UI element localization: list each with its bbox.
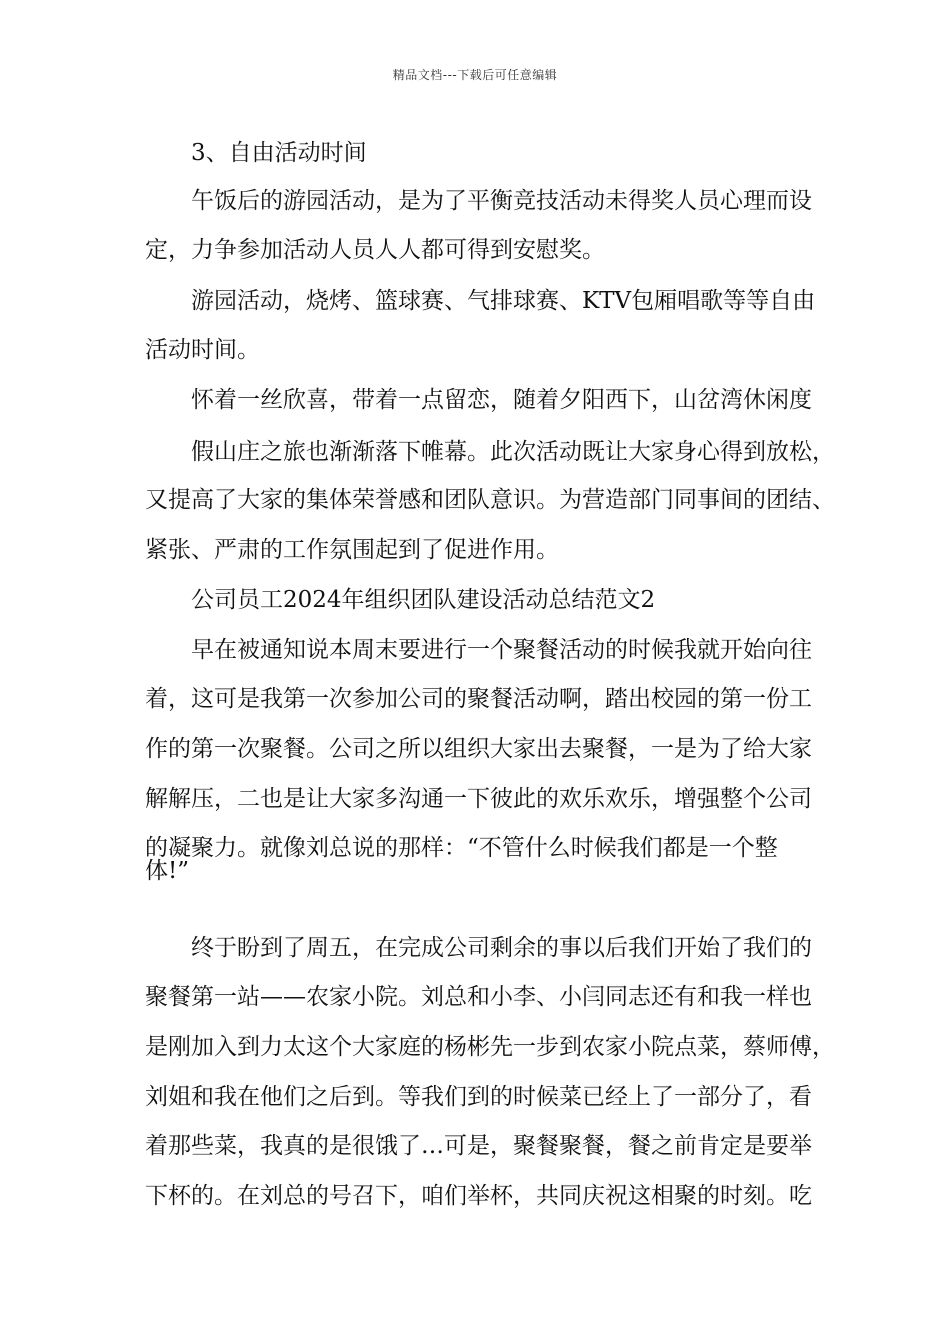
page-header: 精品文档---下载后可任意编辑 xyxy=(392,68,558,82)
paragraph-line: 定，力争参加活动人员人人都可得到安慰奖。 xyxy=(145,237,605,263)
section-title: 公司员工2024年组织团队建设活动总结范文2 xyxy=(191,587,656,613)
paragraph-line: 游园活动，烧烤、篮球赛、气排球赛、KTV包厢唱歌等等自由 xyxy=(191,288,816,314)
paragraph-line: 的凝聚力。就像刘总说的那样：“不管什么时候我们都是一个整 xyxy=(145,835,778,861)
paragraph-line: 体!” xyxy=(145,858,190,884)
paragraph-line: 是刚加入到力太这个大家庭的杨彬先一步到农家小院点菜，蔡师傅， xyxy=(145,1034,835,1060)
section-heading: 3、自由活动时间 xyxy=(191,140,367,166)
paragraph-line: 着那些菜，我真的是很饿了…可是，聚餐聚餐，餐之前肯定是要举 xyxy=(145,1133,812,1159)
paragraph-line: 刘姐和我在他们之后到。等我们到的时候菜已经上了一部分了，看 xyxy=(145,1084,812,1110)
paragraph-line: 终于盼到了周五，在完成公司剩余的事以后我们开始了我们的 xyxy=(191,935,812,961)
paragraph-line: 紧张、严肃的工作氛围起到了促进作用。 xyxy=(145,537,559,563)
paragraph-line: 午饭后的游园活动，是为了平衡竞技活动未得奖人员心理而设 xyxy=(191,188,812,214)
paragraph-line: 着，这可是我第一次参加公司的聚餐活动啊，踏出校园的第一份工 xyxy=(145,686,812,712)
paragraph-line: 活动时间。 xyxy=(145,337,260,363)
paragraph-line: 解解压，二也是让大家多沟通一下彼此的欢乐欢乐，增强整个公司 xyxy=(145,786,812,812)
paragraph-line: 又提高了大家的集体荣誉感和团队意识。为营造部门同事间的团结、 xyxy=(145,487,835,513)
paragraph-line: 假山庄之旅也渐渐落下帷幕。此次活动既让大家身心得到放松， xyxy=(191,439,835,465)
paragraph-line: 下杯的。在刘总的号召下，咱们举杯，共同庆祝这相聚的时刻。吃 xyxy=(145,1183,812,1209)
paragraph-line: 作的第一次聚餐。公司之所以组织大家出去聚餐，一是为了给大家 xyxy=(145,736,812,762)
paragraph-line: 早在被通知说本周末要进行一个聚餐活动的时候我就开始向往 xyxy=(191,637,812,663)
paragraph-line: 聚餐第一站——农家小院。刘总和小李、小闫同志还有和我一样也 xyxy=(145,984,812,1010)
paragraph-line: 怀着一丝欣喜，带着一点留恋，随着夕阳西下，山岔湾休闲度 xyxy=(191,387,812,413)
